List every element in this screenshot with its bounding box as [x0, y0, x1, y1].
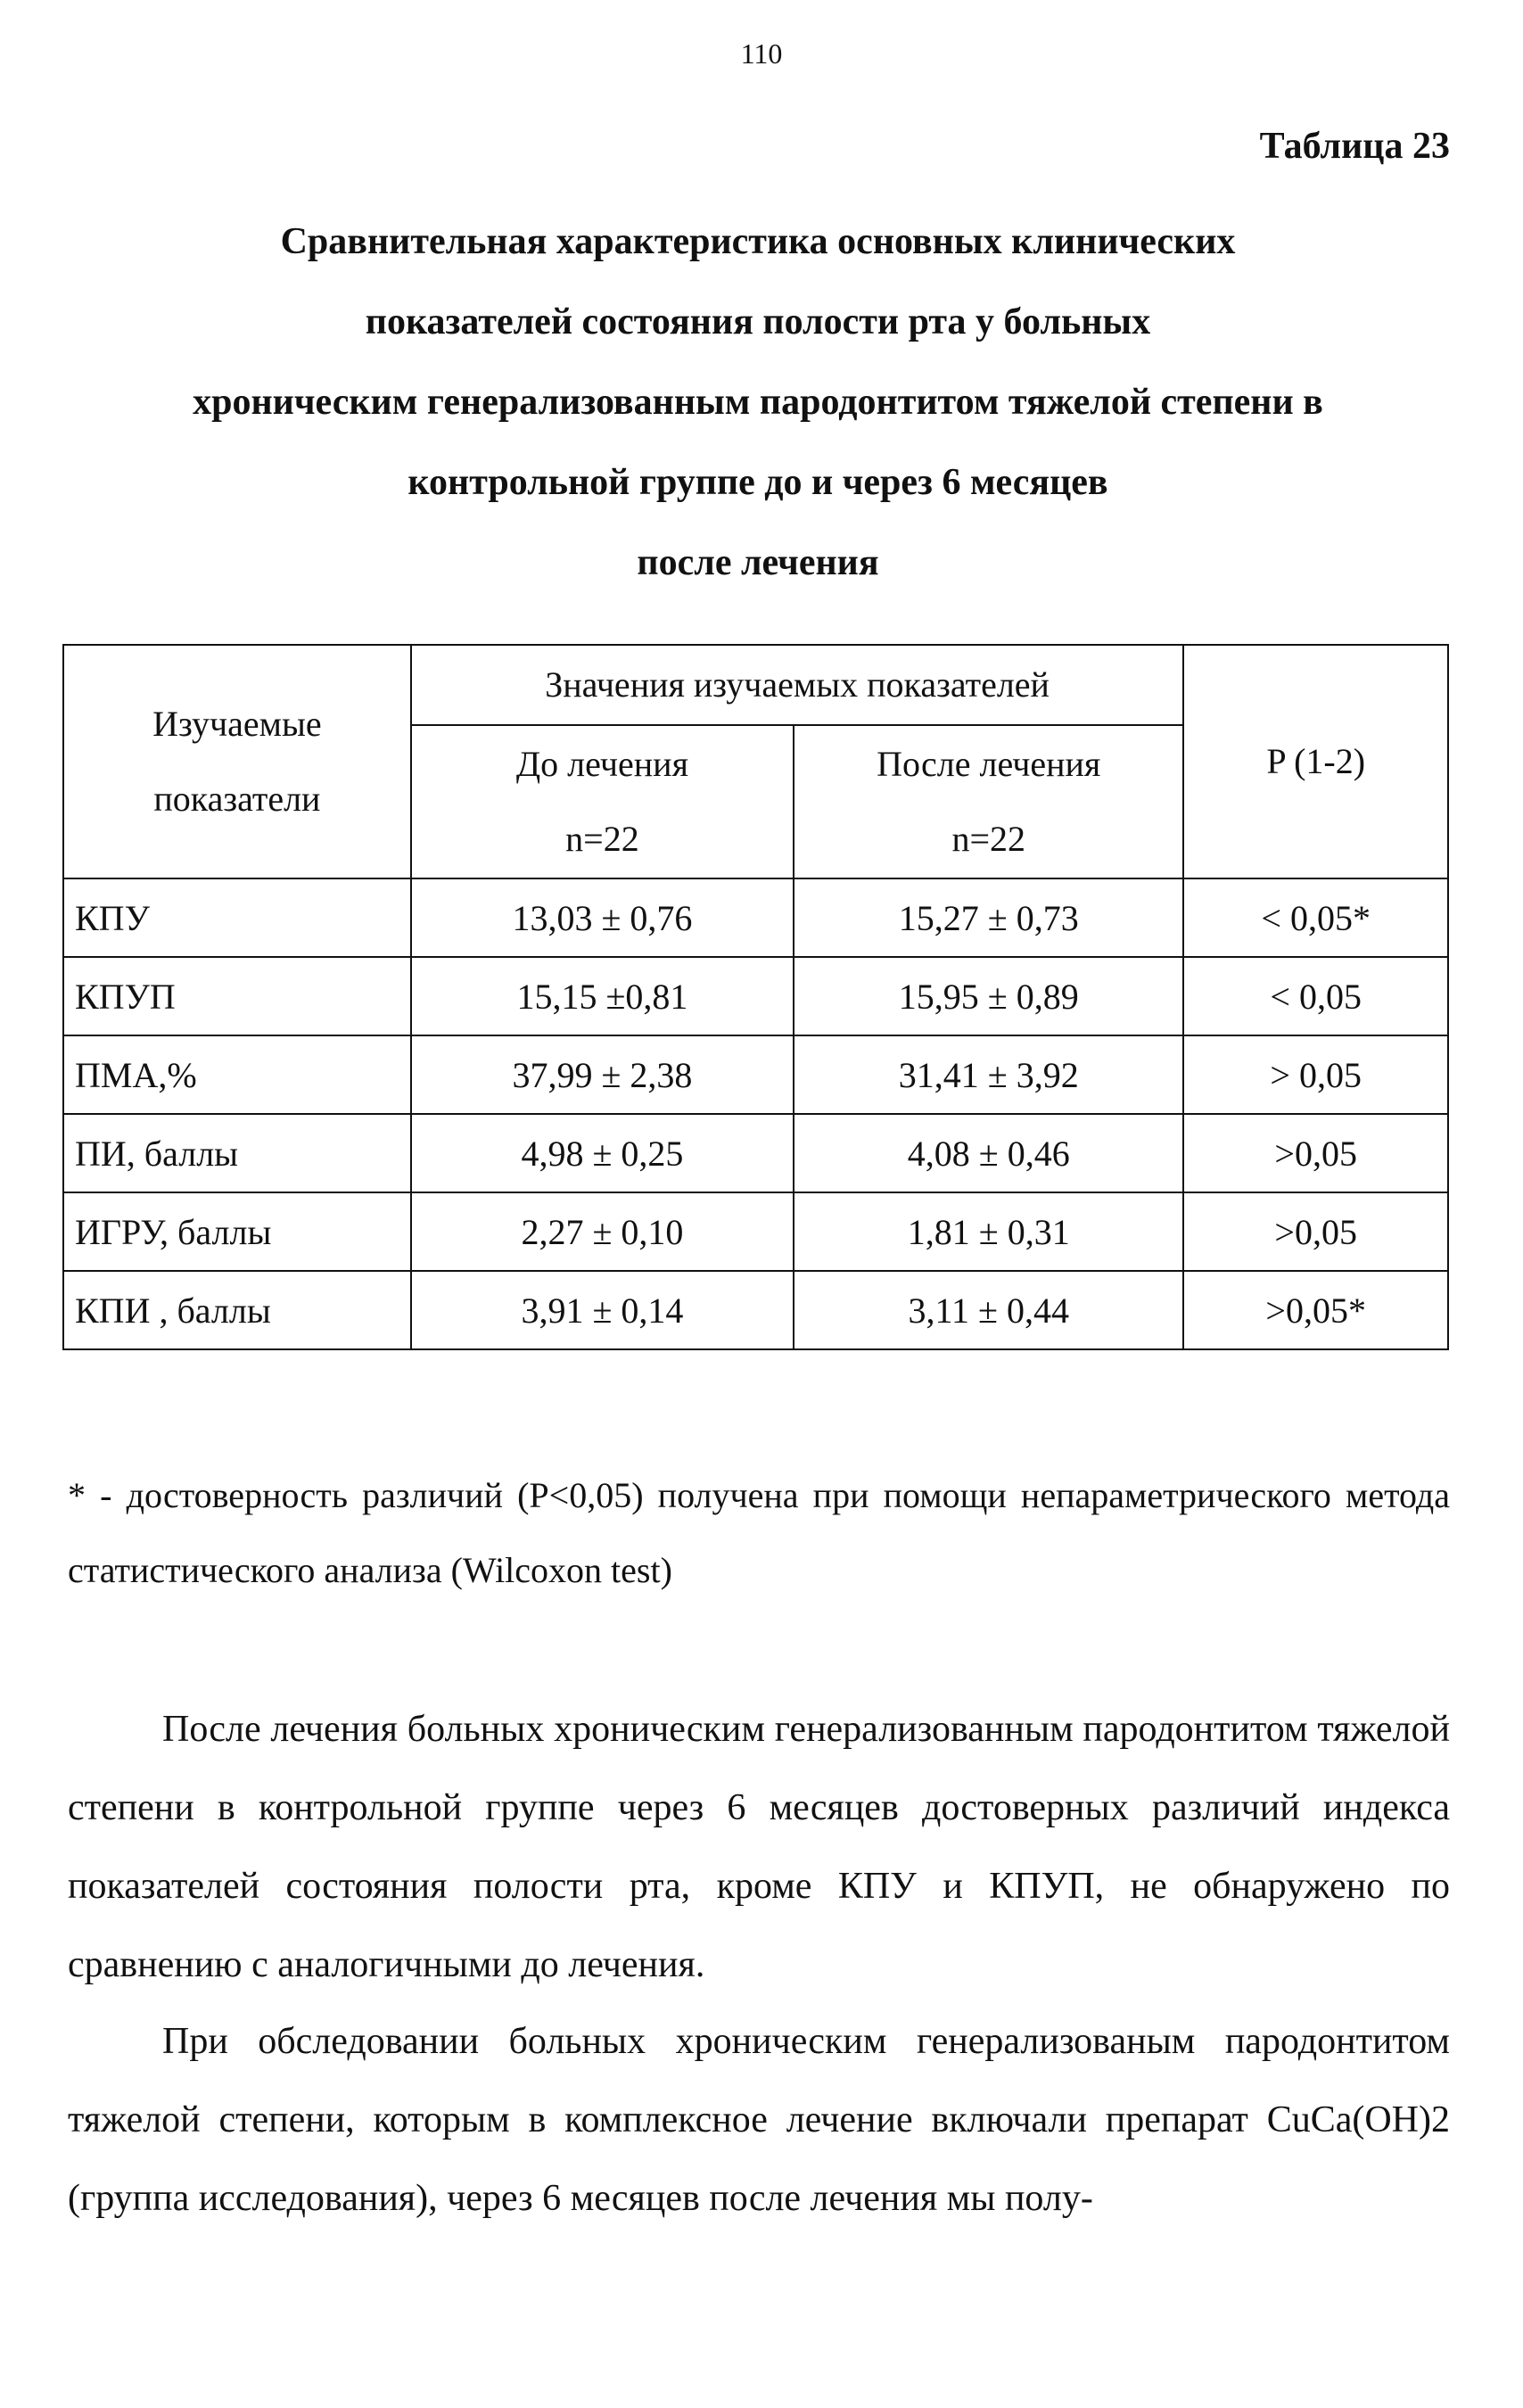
- table-row: [63, 1271, 1448, 1349]
- row-name: КПИ , баллы: [63, 1271, 411, 1349]
- header-values: Значения изучаемых показателей: [411, 645, 1184, 725]
- row-p: >0,05: [1183, 1114, 1448, 1192]
- caption-line: контрольной группе до и через 6 месяцев: [408, 462, 1108, 503]
- row-p: < 0,05*: [1183, 878, 1448, 957]
- table-row: [63, 957, 1448, 1035]
- row-name: ИГРУ, баллы: [63, 1192, 411, 1271]
- row-after: 3,11 ± 0,44: [794, 1271, 1183, 1349]
- row-p: >0,05: [1183, 1192, 1448, 1271]
- caption-line: после лечения: [637, 542, 879, 583]
- caption-line: Сравнительная характеристика основных клинических: [280, 221, 1236, 262]
- header-after: [794, 725, 1183, 878]
- table-row: [63, 1114, 1448, 1192]
- row-after: 15,95 ± 0,89: [794, 957, 1183, 1035]
- row-name: КПУП: [63, 957, 411, 1035]
- header-before-label: До лечения: [515, 744, 688, 784]
- row-before: 37,99 ± 2,38: [411, 1035, 794, 1114]
- table-caption: [161, 202, 1355, 603]
- caption-line: хроническим генерализованным пародонтитом тяжелой степени в: [193, 382, 1323, 423]
- header-indicator: Изучаемые показатели: [63, 645, 411, 878]
- row-before: 15,15 ±0,81: [411, 957, 794, 1035]
- caption-line: показателей состояния полости рта у больных: [365, 301, 1151, 342]
- header-after-label: После лечения: [877, 744, 1101, 784]
- header-p: P (1-2): [1183, 645, 1448, 878]
- header-before: [411, 725, 794, 878]
- body-paragraph: При обследовании больных хроническим генерализованым пародонтитом тяжелой степени, которым в комплексное лечение включали препарат CuCa(OH)2 (группа исследования), через 6 месяцев после лечения мы полу-: [68, 2021, 1450, 2219]
- row-before: 3,91 ± 0,14: [411, 1271, 794, 1349]
- row-name: ПМА,%: [63, 1035, 411, 1114]
- row-before: 4,98 ± 0,25: [411, 1114, 794, 1192]
- page-number: 110: [740, 37, 783, 70]
- row-after: 4,08 ± 0,46: [794, 1114, 1183, 1192]
- header-after-n: n=22: [951, 819, 1026, 859]
- header-row: [63, 645, 1448, 725]
- table-row: [63, 1035, 1448, 1114]
- header-before-n: n=22: [565, 819, 639, 859]
- row-p: > 0,05: [1183, 1035, 1448, 1114]
- row-after: 15,27 ± 0,73: [794, 878, 1183, 957]
- table-footnote: * - достоверность различий (P<0,05) получена при помощи непараметрического метода статистического анализа (Wilcoxon test): [68, 1475, 1450, 1590]
- row-name: КПУ: [63, 878, 411, 957]
- row-before: 2,27 ± 0,10: [411, 1192, 794, 1271]
- row-before: 13,03 ± 0,76: [411, 878, 794, 957]
- row-name: ПИ, баллы: [63, 1114, 411, 1192]
- row-p: >0,05*: [1183, 1271, 1448, 1349]
- table-row: [63, 878, 1448, 957]
- row-after: 1,81 ± 0,31: [794, 1192, 1183, 1271]
- table-label: Таблица 23: [1259, 126, 1450, 167]
- data-table: [62, 644, 1449, 1350]
- row-after: 31,41 ± 3,92: [794, 1035, 1183, 1114]
- body-paragraph: После лечения больных хроническим генерализованным пародонтитом тяжелой степени в контрольной группе через 6 месяцев достоверных различий индекса показателей состояния полости рта, кроме КПУ и КПУП, не обнаружено по сравнению с аналогичными до лечения.: [68, 1709, 1450, 1985]
- row-p: < 0,05: [1183, 957, 1448, 1035]
- table-row: [63, 1192, 1448, 1271]
